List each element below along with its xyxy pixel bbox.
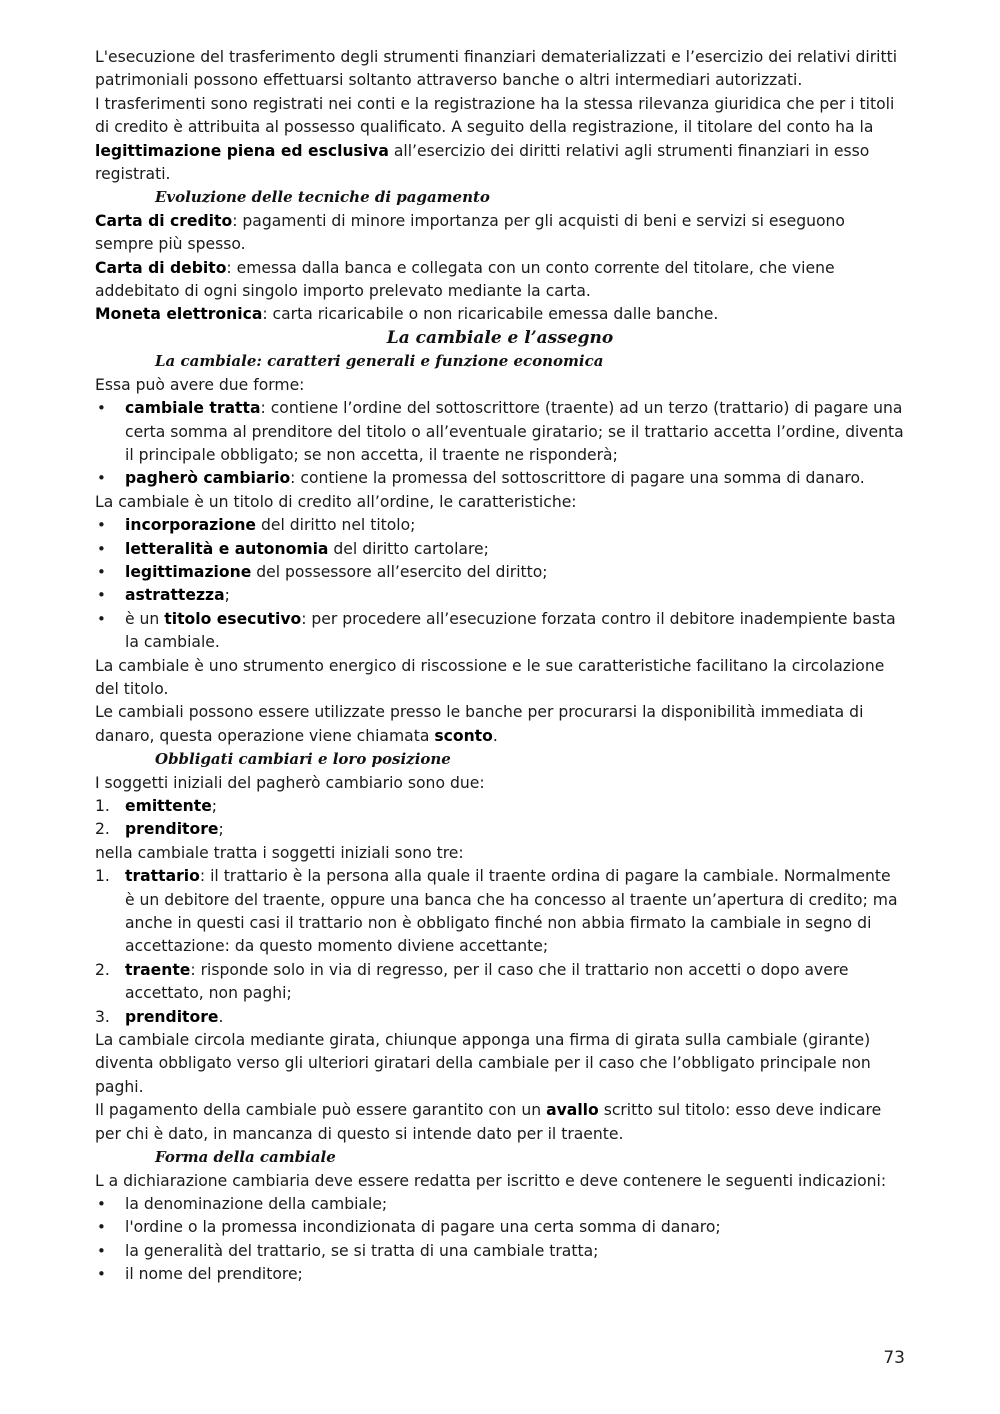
bold-term: Carta di credito <box>95 211 233 230</box>
text: : emessa dalla banca e collegata con un conto corrente del titolare, che viene addebitato di ogni singolo importo prelevato mediante la carta. <box>95 258 835 301</box>
list-item: • l'ordine o la promessa incondizionata di pagare una certa somma di danaro; <box>95 1216 905 1239</box>
text: : contiene l’ordine del sottoscrittore (traente) ad un terzo (trattario) di pagare una certa somma al prenditore del titolo o all’eventuale giratario; se il trattario accetta l’ordine, diventa il principale obbligato; se non accetta, il traente ne risponderà; <box>125 399 904 464</box>
paragraph-avallo <box>95 1099 905 1146</box>
text: : risponde solo in via di regresso, per il caso che il trattario non accetti o dopo avere accettato, non paghi; <box>125 960 849 1003</box>
text: è un <box>125 609 165 628</box>
text: del possessore all’esercito del diritto; <box>251 562 548 581</box>
paragraph-carta-credito <box>95 210 905 257</box>
list-item <box>95 608 905 655</box>
bold-term: avallo <box>546 1101 599 1120</box>
bold-term: cambiale tratta <box>125 399 261 418</box>
list-number: 2. <box>95 960 110 979</box>
bold-term: Moneta elettronica <box>95 305 263 324</box>
text: . <box>492 726 498 745</box>
list-item <box>95 584 905 607</box>
bold-term: letteralità e autonomia <box>125 539 329 558</box>
list-item: • la denominazione della cambiale; <box>95 1193 905 1216</box>
list-soggetti-tratta <box>95 865 905 1029</box>
text: ; <box>211 797 218 815</box>
text: : contiene la promessa del sottoscrittore di pagare una somma di danaro. <box>290 469 865 488</box>
text: del diritto nel titolo; <box>256 516 416 535</box>
list-item <box>95 959 905 1006</box>
list-item <box>95 538 905 561</box>
paragraph-strumento-energico: La cambiale è uno strumento energico di riscossione e le sue caratteristiche facilitano la circolazione del titolo. <box>95 656 885 698</box>
bold-term: emittente <box>125 797 212 815</box>
text: : carta ricaricabile o non ricaricabile emessa dalle banche. <box>262 305 719 324</box>
paragraph-paghero-intro: I soggetti iniziali del pagherò cambiario sono due: <box>95 773 485 792</box>
bold-term: traente <box>125 960 191 979</box>
paragraph-moneta-elettronica <box>95 303 905 326</box>
bold-term: legittimazione <box>125 562 252 581</box>
heading-obbligati: Obbligati cambiari e loro posizione <box>155 750 451 769</box>
list-number: 2. <box>95 820 110 839</box>
bold-term: sconto <box>434 726 493 745</box>
text: : per procedere all’esecuzione forzata contro il debitore inadempiente basta la cambiale. <box>125 609 896 652</box>
list-item <box>95 795 905 818</box>
document-body <box>95 46 905 1287</box>
bold-term: Carta di debito <box>95 258 227 277</box>
text: scritto sul titolo: esso deve indicare per chi è dato, in mancanza di questo si intende dato per il traente. <box>95 1101 882 1143</box>
list-soggetti-paghero <box>95 795 905 842</box>
bold-term: trattario <box>125 867 200 886</box>
list-item <box>95 561 905 584</box>
list-indicazioni <box>95 1193 905 1287</box>
heading-forma-cambiale: Forma della cambiale <box>155 1148 336 1167</box>
list-number: 1. <box>95 797 110 815</box>
text: . <box>218 1007 224 1026</box>
paragraph-forma-intro: L a dichiarazione cambiaria deve essere redatta per iscritto e deve contenere le seguenti indicazioni: <box>95 1171 887 1190</box>
text: ; <box>224 586 230 605</box>
list-item <box>95 865 905 959</box>
paragraph-dematerializzati: L'esecuzione del trasferimento degli strumenti finanziari dematerializzati e l’esercizio dei relativi diritti patrimoniali possono effettuarsi soltanto attraverso banche o altri intermediari autorizzati. <box>95 48 898 90</box>
list-forme <box>95 397 905 491</box>
bold-term: prenditore <box>125 1007 219 1026</box>
list-number: 1. <box>95 867 110 886</box>
paragraph-caratteristiche-intro: La cambiale è un titolo di credito all’ordine, le caratteristiche: <box>95 492 577 511</box>
bold-term: pagherò cambiario <box>125 469 291 488</box>
text: Le cambiali possono essere utilizzate presso le banche per procurarsi la disponibilità immediata di danaro, questa operazione viene chiamata <box>95 703 864 745</box>
text: : il trattario è la persona alla quale il traente ordina di pagare la cambiale. Normalmente è un debitore del traente, oppure una banca che ha concesso al traente un’apertura di credito; ma anche in questi casi il trattario non è obbligato finché non abbia firmato la cambiale in segno di accettazione: da questo momento diviene accettante; <box>125 867 898 956</box>
paragraph-sconto <box>95 701 905 748</box>
bold-term: legittimazione piena ed esclusiva <box>95 141 389 160</box>
paragraph-carta-debito <box>95 257 905 304</box>
heading-evoluzione: Evoluzione delle tecniche di pagamento <box>155 188 490 207</box>
list-item <box>95 514 905 537</box>
heading-caratteri-generali: La cambiale: caratteri generali e funzione economica <box>155 352 604 371</box>
list-item <box>95 818 905 841</box>
heading-cambiale-assegno: La cambiale e l’assegno <box>386 327 614 348</box>
paragraph-girata: La cambiale circola mediante girata, chiunque apponga una firma di girata sulla cambiale (girante) diventa obbligato verso gli ulteriori giratari della cambiale per il caso che l’obbligato principale non paghi. <box>95 1031 871 1096</box>
text: I trasferimenti sono registrati nei conti e la registrazione ha la stessa rilevanza giuridica che per i titoli di credito è attribuita al possesso qualificato. A seguito della registrazione, il titolare del conto ha la <box>95 94 895 137</box>
list-caratteristiche <box>95 514 905 654</box>
paragraph-forme-intro: Essa può avere due forme: <box>95 375 305 394</box>
bold-term: incorporazione <box>125 516 256 535</box>
text: : pagamenti di minore importanza per gli acquisti di beni e servizi si eseguono sempre più spesso. <box>95 211 845 254</box>
text: ; <box>218 820 224 839</box>
bold-term: astrattezza <box>125 586 225 605</box>
list-item: • il nome del prenditore; <box>95 1263 905 1286</box>
list-item <box>95 467 905 490</box>
list-number: 3. <box>95 1007 110 1026</box>
list-item: • la generalità del trattario, se si tratta di una cambiale tratta; <box>95 1240 905 1263</box>
list-item <box>95 397 905 467</box>
paragraph-tratta-intro: nella cambiale tratta i soggetti iniziali sono tre: <box>95 843 464 862</box>
bold-term: prenditore <box>125 820 219 839</box>
text: all’esercizio dei diritti relativi agli strumenti finanziari in esso registrati. <box>95 141 870 184</box>
page-number: 73 <box>883 1348 905 1368</box>
text: Il pagamento della cambiale può essere garantito con un <box>95 1101 547 1120</box>
list-item <box>95 1006 905 1029</box>
paragraph-registrazione <box>95 93 905 187</box>
bold-term: titolo esecutivo <box>164 609 302 628</box>
text: del diritto cartolare; <box>328 539 489 558</box>
